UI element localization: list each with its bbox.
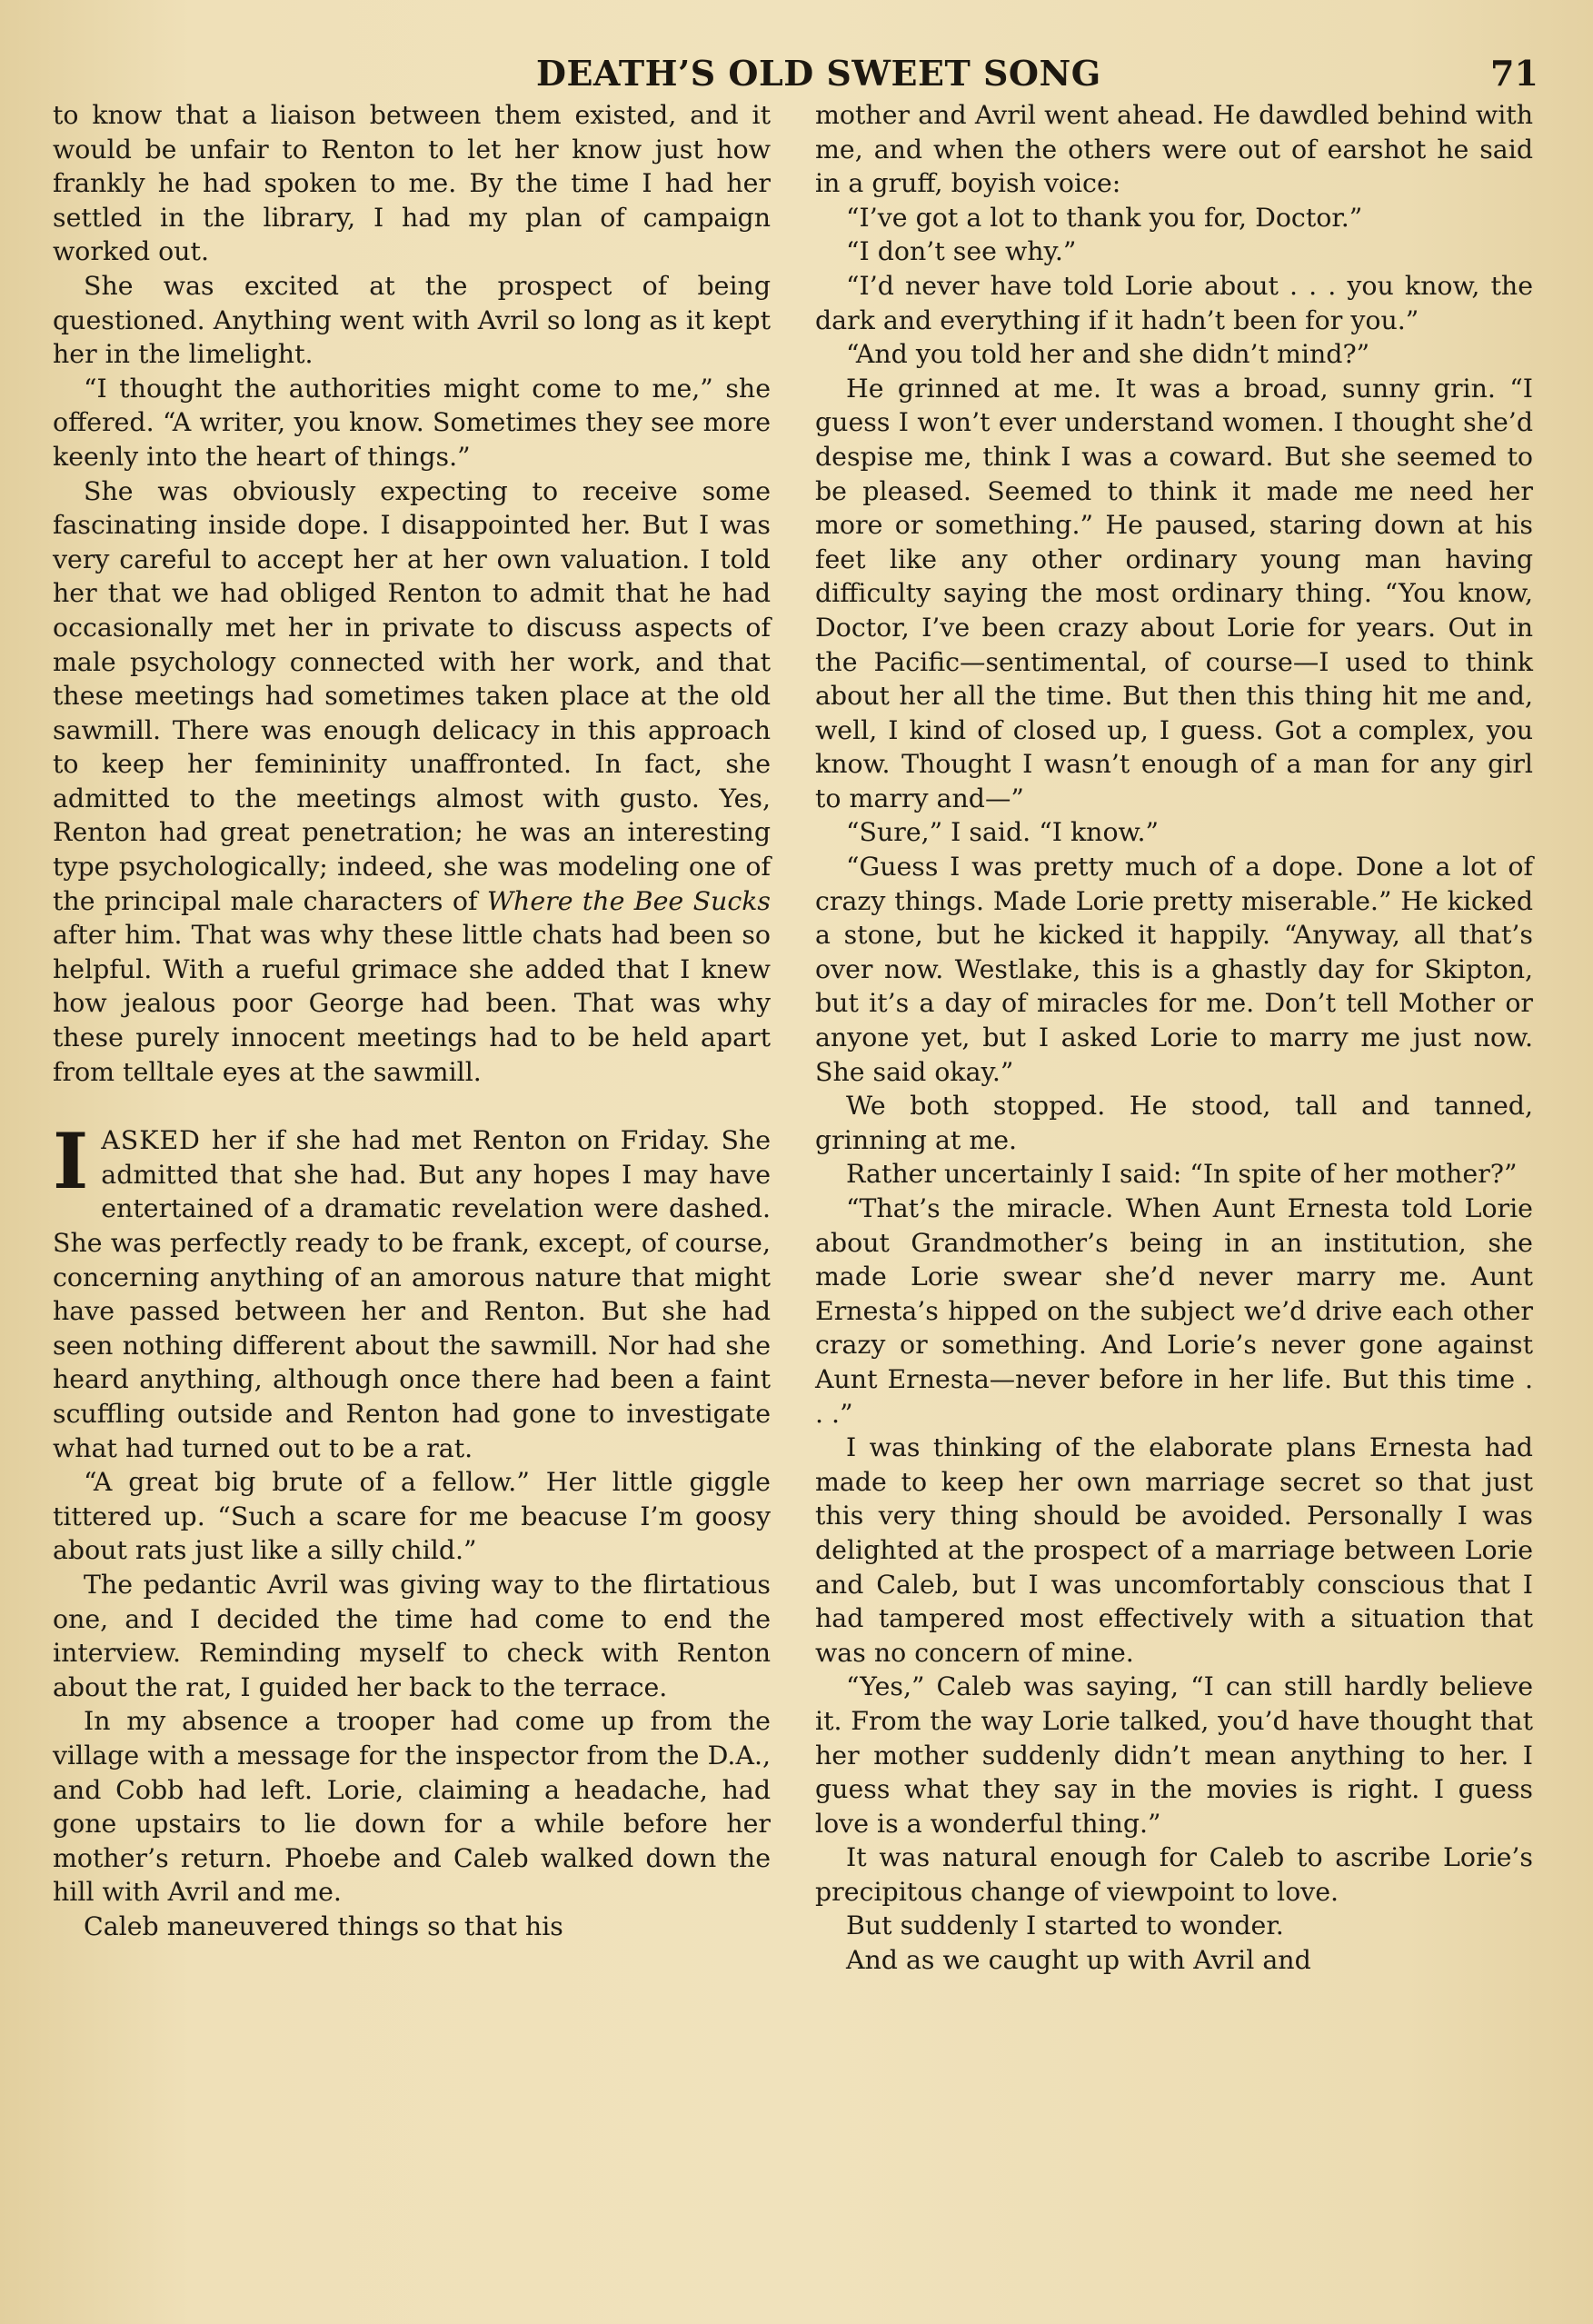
paragraph: She was excited at the prospect of being questioned. Anything went with Avril so long as it kept her in the limelight.: [53, 270, 771, 370]
paragraph: Rather uncertainly I said: “In spite of her mother?”: [846, 1159, 1518, 1190]
paragraph: mother and Avril went ahead. He dawdled behind with me, and when the others were out of earshot he said in a gruff, boyish voice:: [815, 100, 1533, 199]
right-column: [815, 98, 1533, 1978]
paragraph: “A great big brute of a fellow.” Her little giggle tittered up. “Such a scare for me beacuse I’m goosy about rats just like a silly child.”: [53, 1467, 771, 1566]
paragraph: “I’d never have told Lorie about . . . you know, the dark and everything if it hadn’t been for you.”: [815, 270, 1533, 335]
paragraph: But suddenly I started to wonder.: [846, 1910, 1284, 1941]
paragraph-text: her if she had met Renton on Friday. She admitted that she had. But any hopes I may have entertained of a dramatic revelation were dashed. She was perfectly ready to be frank, except, of course, concerning anything of an amorous nature that might have passed between her and Renton. But she had seen nothing different about the sawmill. Nor had she heard anything, although once there had been a faint scuffling outside and Renton had gone to investigate what had turned out to be a rat.: [53, 1125, 771, 1463]
left-column: [53, 98, 771, 1943]
paragraph-text: She was obviously expecting to receive some fascinating inside dope. I disappointed her. But I was very careful to accept her at her own valuation. I told her that we had obliged Renton to admit that he had occasionally met her in private to discuss aspects of male psychology connected with her work, and that these meetings had sometimes taken place at the old sawmill. There was enough delicacy in this approach to keep her femininity unaffronted. In fact, she admitted to the meetings almost with gusto. Yes, Renton had great penetration; he was an interesting type psychologically; indeed, she was modeling one of the principal male characters of: [53, 475, 771, 916]
paragraph: It was natural enough for Caleb to ascribe Lorie’s precipitous change of viewpoint to love.: [815, 1842, 1533, 1907]
paragraph: “That’s the miracle. When Aunt Ernesta told Lorie about Grandmother’s being in an institution, she made Lorie swear she’d never marry me. Aunt Ernesta’s hipped on the subject we’d drive each other crazy or something. And Lorie’s never gone against Aunt Ernesta—never before in her life. But this time . . .”: [815, 1193, 1533, 1429]
paragraph: The pedantic Avril was giving way to the flirtatious one, and I decided the time had come to end the interview. Reminding myself to check with Renton about the rat, I guided her back to the terrace.: [53, 1569, 771, 1702]
paragraph: “I’ve got a lot to thank you for, Doctor.”: [846, 202, 1363, 233]
paragraph: [53, 474, 771, 1090]
paragraph: And as we caught up with Avril and: [846, 1945, 1311, 1976]
running-head: DEATH’S OLD SWEET SONG: [536, 53, 1101, 94]
paragraph-dropcap: [53, 1116, 771, 1465]
paragraph: We both stopped. He stood, tall and tanned, grinning at me.: [815, 1091, 1533, 1155]
paragraph: “I thought the authorities might come to me,” she offered. “A writer, you know. Sometimes they see more keenly into the heart of things.”: [53, 373, 771, 472]
paragraph: to know that a liaison between them existed, and it would be unfair to Renton to let her know just how frankly he had spoken to me. By the time I had her settled in the library, I had my plan of campaign worked out.: [53, 100, 771, 267]
paragraph: In my absence a trooper had come up from the village with a message for the inspector from the D.A., and Cobb had left. Lorie, claiming a headache, had gone upstairs to lie down for a while before her mother’s return. Phoebe and Caleb walked down the hill with Avril and me.: [53, 1706, 771, 1908]
paragraph: “Sure,” I said. “I know.”: [846, 817, 1160, 848]
section-break: [53, 1089, 771, 1123]
paragraph: “And you told her and she didn’t mind?”: [846, 339, 1370, 370]
paragraph: I was thinking of the elaborate plans Ernesta had made to keep her own marriage secret so that just this very thing should be avoided. Personally I was delighted at the prospect of a marriage between Lorie and Caleb, but I was uncomfortably conscious that I had tampered most effectively with a situation that was no concern of mine.: [815, 1432, 1533, 1668]
drop-cap: I: [53, 1116, 89, 1207]
book-title: Where the Bee Sucks: [486, 885, 771, 916]
paragraph: “I don’t see why.”: [846, 236, 1077, 267]
paragraph: Caleb maneuvered things so that his: [84, 1910, 563, 1941]
paragraph: He grinned at me. It was a broad, sunny grin. “I guess I won’t ever understand women. I thought she’d despise me, think I was a coward. But she seemed to be pleased. Seemed to think it made me need her more or something.” He paused, staring down at his feet like any other ordinary young man having difficulty saying the most ordinary thing. “You know, Doctor, I’ve been crazy about Lorie for years. Out in the Pacific—sentimental, of course—I used to think about her all the time. But then this thing hit me and, well, I kind of closed up, I guess. Got a complex, you know. Thought I wasn’t enough of a man for any girl to marry and—”: [815, 373, 1533, 813]
paragraph-text: after him. That was why these little chats had been so helpful. With a rueful grimace she added that I knew how jealous poor George had been. That was why these purely innocent meetings had to be held apart from telltale eyes at the sawmill.: [53, 920, 771, 1087]
paragraph: “Guess I was pretty much of a dope. Done a lot of crazy things. Made Lorie pretty miserable.” He kicked a stone, but he kicked it happily. “Anyway, all that’s over now. Westlake, this is a ghastly day for Skipton, but it’s a day of miracles for me. Don’t tell Mother or anyone yet, but I asked Lorie to marry me just now. She said okay.”: [815, 852, 1533, 1087]
lead-word: ASKED: [101, 1125, 201, 1156]
page-number: 71: [1490, 53, 1538, 94]
paragraph: “Yes,” Caleb was saying, “I can still hardly believe it. From the way Lorie talked, you’d have thought that her mother suddenly didn’t mean anything to her. I guess what they say in the movies is right. I guess love is a wonderful thing.”: [815, 1671, 1533, 1839]
